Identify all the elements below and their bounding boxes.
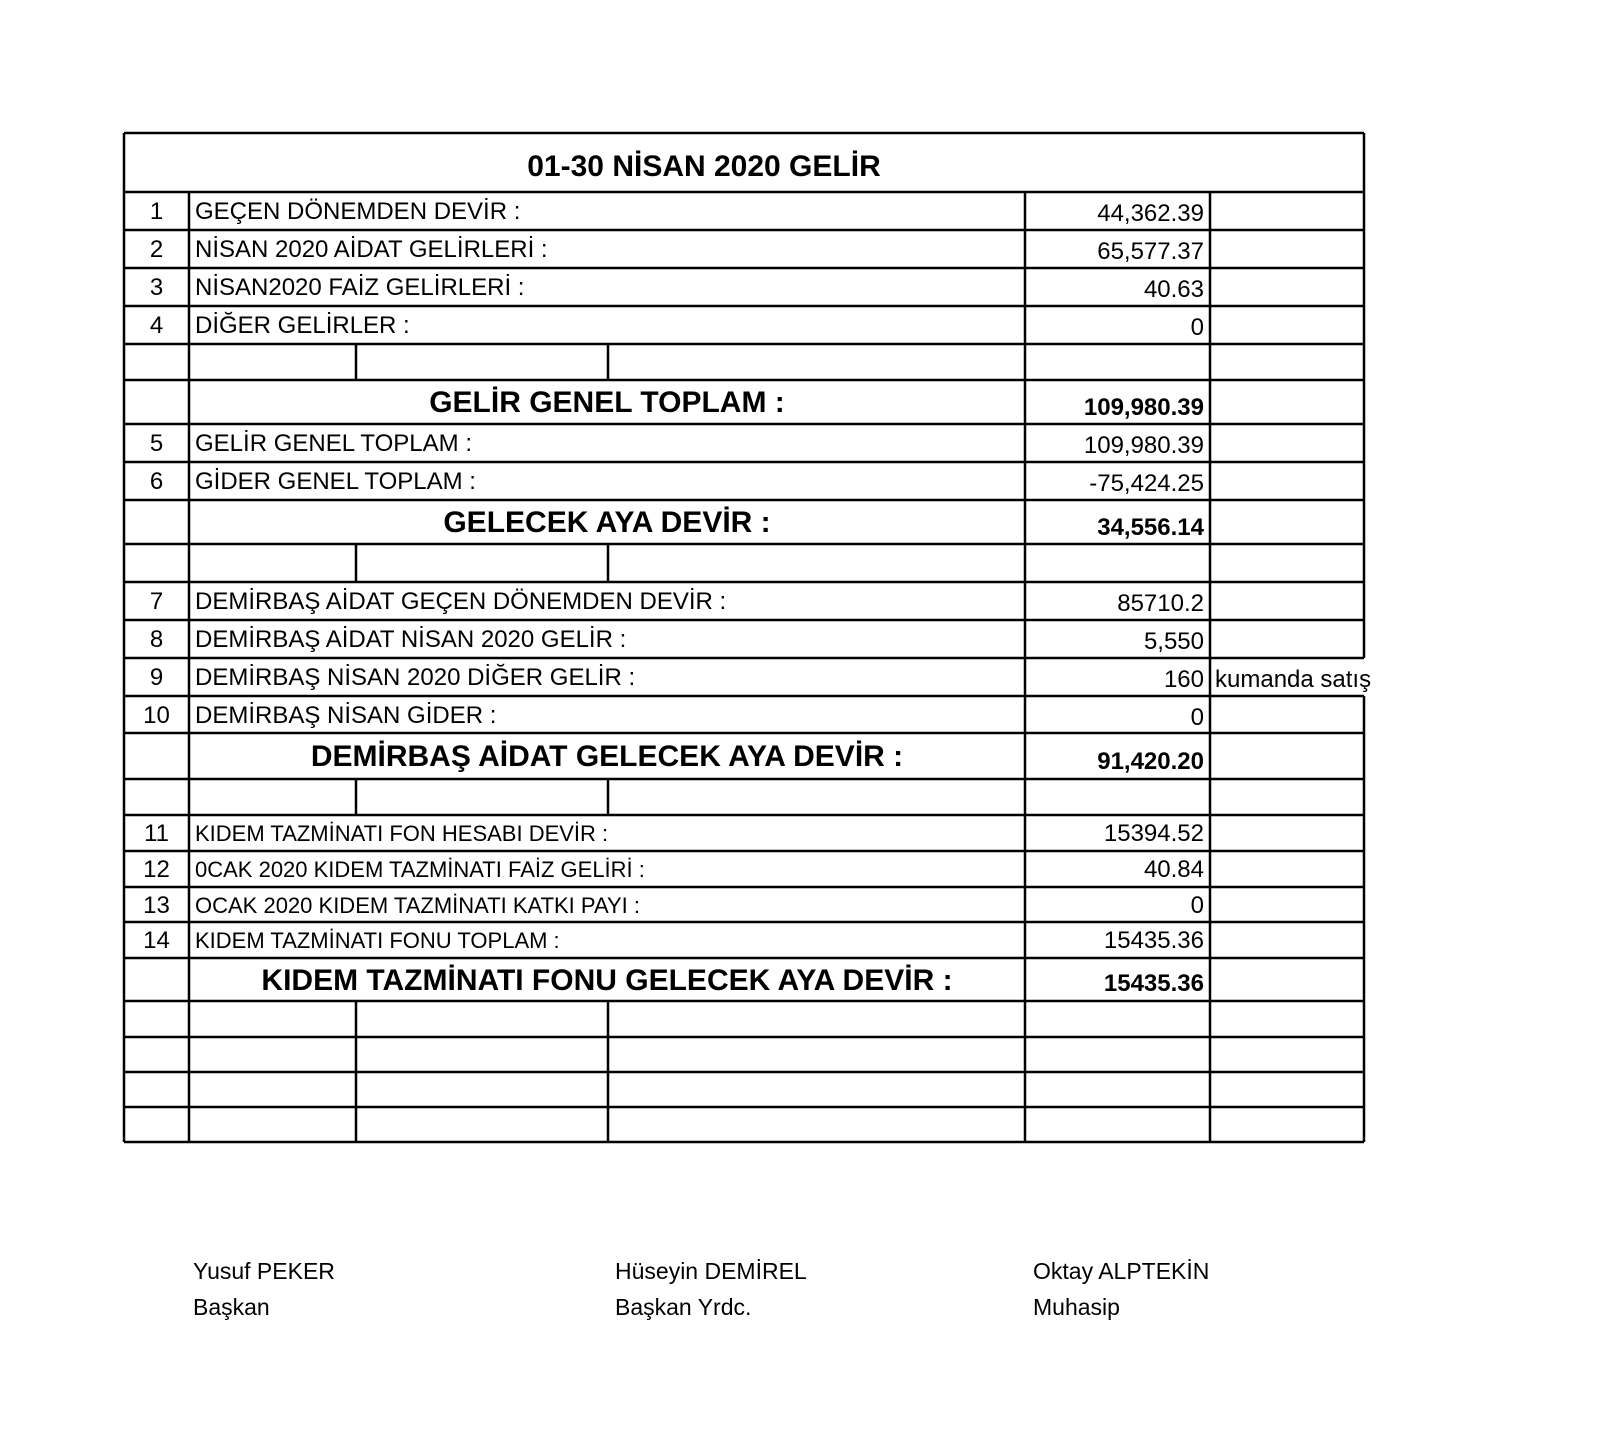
row-label: GEÇEN DÖNEMDEN DEVİR : bbox=[195, 198, 521, 225]
row-value: 40.84 bbox=[1143, 856, 1204, 883]
row-label: NİSAN2020 FAİZ GELİRLERİ : bbox=[195, 274, 525, 301]
row-number: 5 bbox=[149, 430, 164, 457]
subtotal-value: 34,556.14 bbox=[1097, 514, 1204, 541]
row-label: DEMİRBAŞ AİDAT GEÇEN DÖNEMDEN DEVİR : bbox=[195, 588, 727, 615]
signature-name: Oktay ALPTEKİN bbox=[1033, 1258, 1210, 1284]
row-label: GELİR GENEL TOPLAM : bbox=[195, 430, 472, 457]
row-value: 109,980.39 bbox=[1083, 432, 1204, 459]
row-number: 10 bbox=[143, 702, 170, 729]
signature-role: Başkan Yrdc. bbox=[615, 1294, 752, 1320]
row-label: DEMİRBAŞ AİDAT NİSAN 2020 GELİR : bbox=[195, 626, 627, 653]
row-number: 9 bbox=[149, 664, 164, 691]
row-note: kumanda satış bbox=[1215, 666, 1372, 693]
signature-role: Muhasip bbox=[1033, 1294, 1120, 1320]
row-label: DEMİRBAŞ NİSAN 2020 DİĞER GELİR : bbox=[195, 664, 636, 691]
row-number: 3 bbox=[149, 274, 164, 301]
row-value: 15394.52 bbox=[1103, 820, 1204, 847]
row-number: 4 bbox=[149, 312, 164, 339]
row-value: 160 bbox=[1163, 666, 1204, 693]
row-value: 0 bbox=[1190, 892, 1204, 919]
page-title: 01-30 NİSAN 2020 GELİR bbox=[527, 150, 881, 183]
row-value: 44,362.39 bbox=[1097, 200, 1204, 227]
row-value: 40.63 bbox=[1143, 276, 1204, 303]
row-value: 65,577.37 bbox=[1097, 238, 1204, 265]
row-value: -75,424.25 bbox=[1089, 470, 1204, 497]
subtotal-label: GELECEK AYA DEVİR : bbox=[443, 506, 771, 539]
signature-role: Başkan bbox=[193, 1294, 270, 1320]
row-label: DEMİRBAŞ NİSAN GİDER : bbox=[195, 702, 497, 729]
row-label: GİDER GENEL TOPLAM : bbox=[195, 468, 476, 495]
row-label: DİĞER GELİRLER : bbox=[195, 312, 410, 339]
row-number: 13 bbox=[143, 892, 170, 919]
row-value: 15435.36 bbox=[1103, 927, 1204, 954]
subtotal-label: DEMİRBAŞ AİDAT GELECEK AYA DEVİR : bbox=[310, 740, 904, 773]
row-number: 1 bbox=[149, 198, 164, 225]
signature-name: Hüseyin DEMİREL bbox=[615, 1258, 807, 1284]
row-number: 8 bbox=[149, 626, 164, 653]
row-number: 7 bbox=[149, 588, 164, 615]
row-label: OCAK 2020 KIDEM TAZMİNATI KATKI PAYI : bbox=[195, 893, 640, 918]
row-value: 0 bbox=[1190, 704, 1204, 731]
row-number: 6 bbox=[149, 468, 164, 495]
row-number: 11 bbox=[144, 820, 169, 847]
row-label: KIDEM TAZMİNATI FON HESABI DEVİR : bbox=[195, 821, 609, 846]
row-label: KIDEM TAZMİNATI FONU TOPLAM : bbox=[195, 928, 560, 953]
row-value: 5,550 bbox=[1143, 628, 1204, 655]
row-number: 14 bbox=[143, 927, 170, 954]
row-label: 0CAK 2020 KIDEM TAZMİNATI FAİZ GELİRİ : bbox=[195, 857, 645, 882]
row-number: 12 bbox=[143, 856, 170, 883]
subtotal-label: KIDEM TAZMİNATI FONU GELECEK AYA DEVİR : bbox=[261, 964, 953, 997]
signature-name: Yusuf PEKER bbox=[193, 1258, 335, 1284]
row-value: 0 bbox=[1190, 314, 1204, 341]
subtotal-value: 109,980.39 bbox=[1083, 394, 1204, 421]
subtotal-value: 91,420.20 bbox=[1097, 748, 1204, 775]
row-label: NİSAN 2020 AİDAT GELİRLERİ : bbox=[195, 236, 548, 263]
subtotal-label: GELİR GENEL TOPLAM : bbox=[429, 386, 785, 419]
row-number: 2 bbox=[149, 236, 164, 263]
subtotal-value: 15435.36 bbox=[1103, 970, 1204, 997]
row-value: 85710.2 bbox=[1117, 590, 1204, 617]
